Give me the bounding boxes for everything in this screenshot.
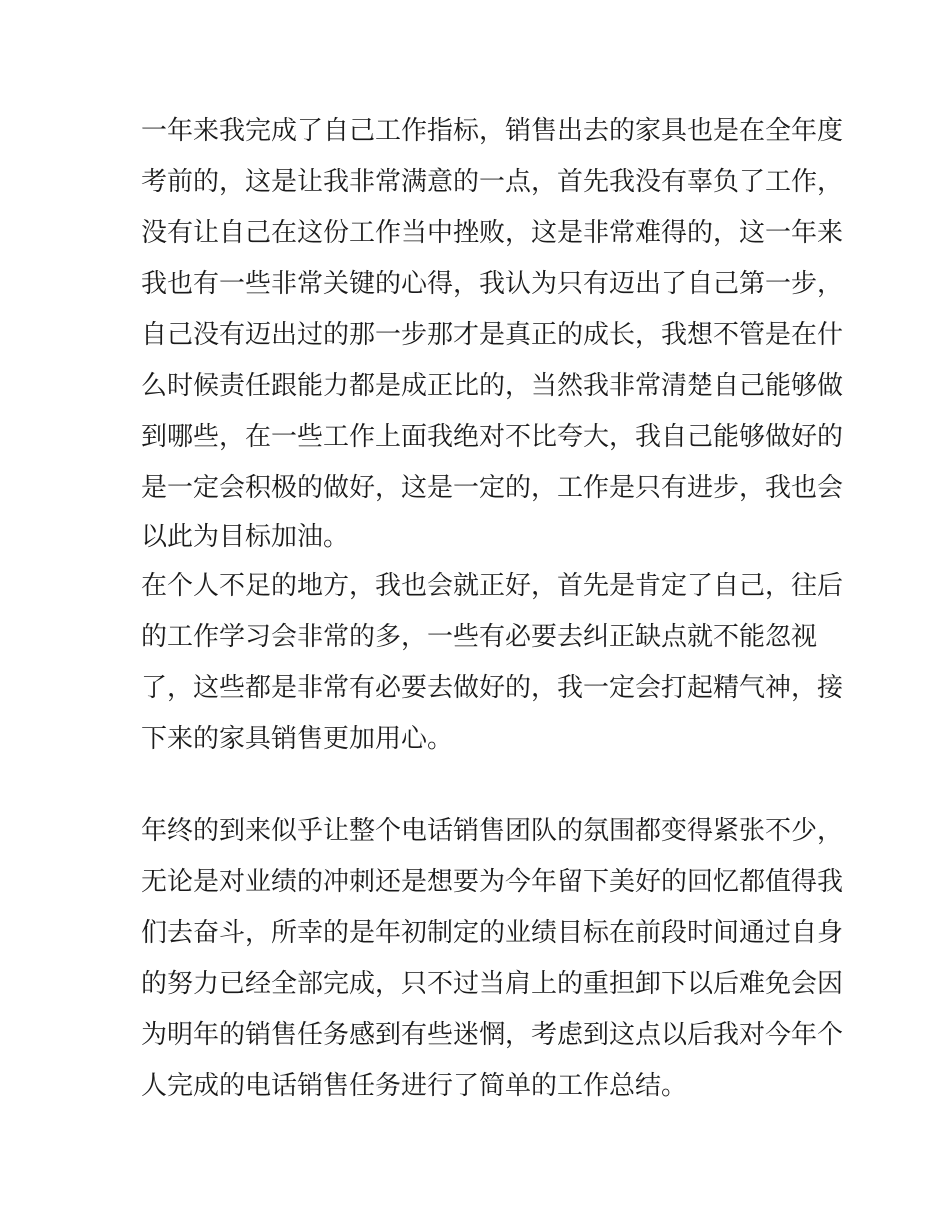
text-line: 了，这些都是非常有必要去做好的，我一定会打起精气神，接: [141, 673, 844, 703]
text-line: 我也有一些非常关键的心得，我认为只有迈出了自己第一步，: [141, 269, 844, 299]
text-line: 的努力已经全部完成，只不过当肩上的重担卸下以后难免会因: [141, 969, 844, 999]
text-line: 下来的家具销售更加用心。: [141, 724, 454, 754]
text-line: 一年来我完成了自己工作指标，销售出去的家具也是在全年度: [141, 116, 844, 146]
text-line: 么时候责任跟能力都是成正比的，当然我非常清楚自己能够做: [141, 371, 844, 401]
text-line: 为明年的销售任务感到有些迷惘，考虑到这点以后我对今年个: [141, 1020, 844, 1050]
text-line: 人完成的电话销售任务进行了简单的工作总结。: [141, 1071, 688, 1101]
text-line: 没有让自己在这份工作当中挫败，这是非常难得的，这一年来: [141, 218, 844, 248]
text-line: 的工作学习会非常的多，一些有必要去纠正缺点就不能忽视: [141, 622, 818, 652]
text-line: 在个人不足的地方，我也会就正好，首先是肯定了自己，往后: [141, 571, 844, 601]
text-line: 无论是对业绩的冲刺还是想要为今年留下美好的回忆都值得我: [141, 867, 844, 897]
text-line: 自己没有迈出过的那一步那才是真正的成长，我想不管是在什: [141, 320, 844, 350]
text-line: 们去奋斗，所幸的是年初制定的业绩目标在前段时间通过自身: [141, 918, 844, 948]
text-line: 到哪些，在一些工作上面我绝对不比夸大，我自己能够做好的: [141, 422, 844, 452]
text-line: 年终的到来似乎让整个电话销售团队的氛围都变得紧张不少，: [141, 816, 844, 846]
text-line: 考前的，这是让我非常满意的一点，首先我没有辜负了工作，: [141, 167, 844, 197]
text-line: 是一定会积极的做好，这是一定的，工作是只有进步，我也会: [141, 473, 844, 503]
text-line: 以此为目标加油。: [141, 522, 350, 552]
